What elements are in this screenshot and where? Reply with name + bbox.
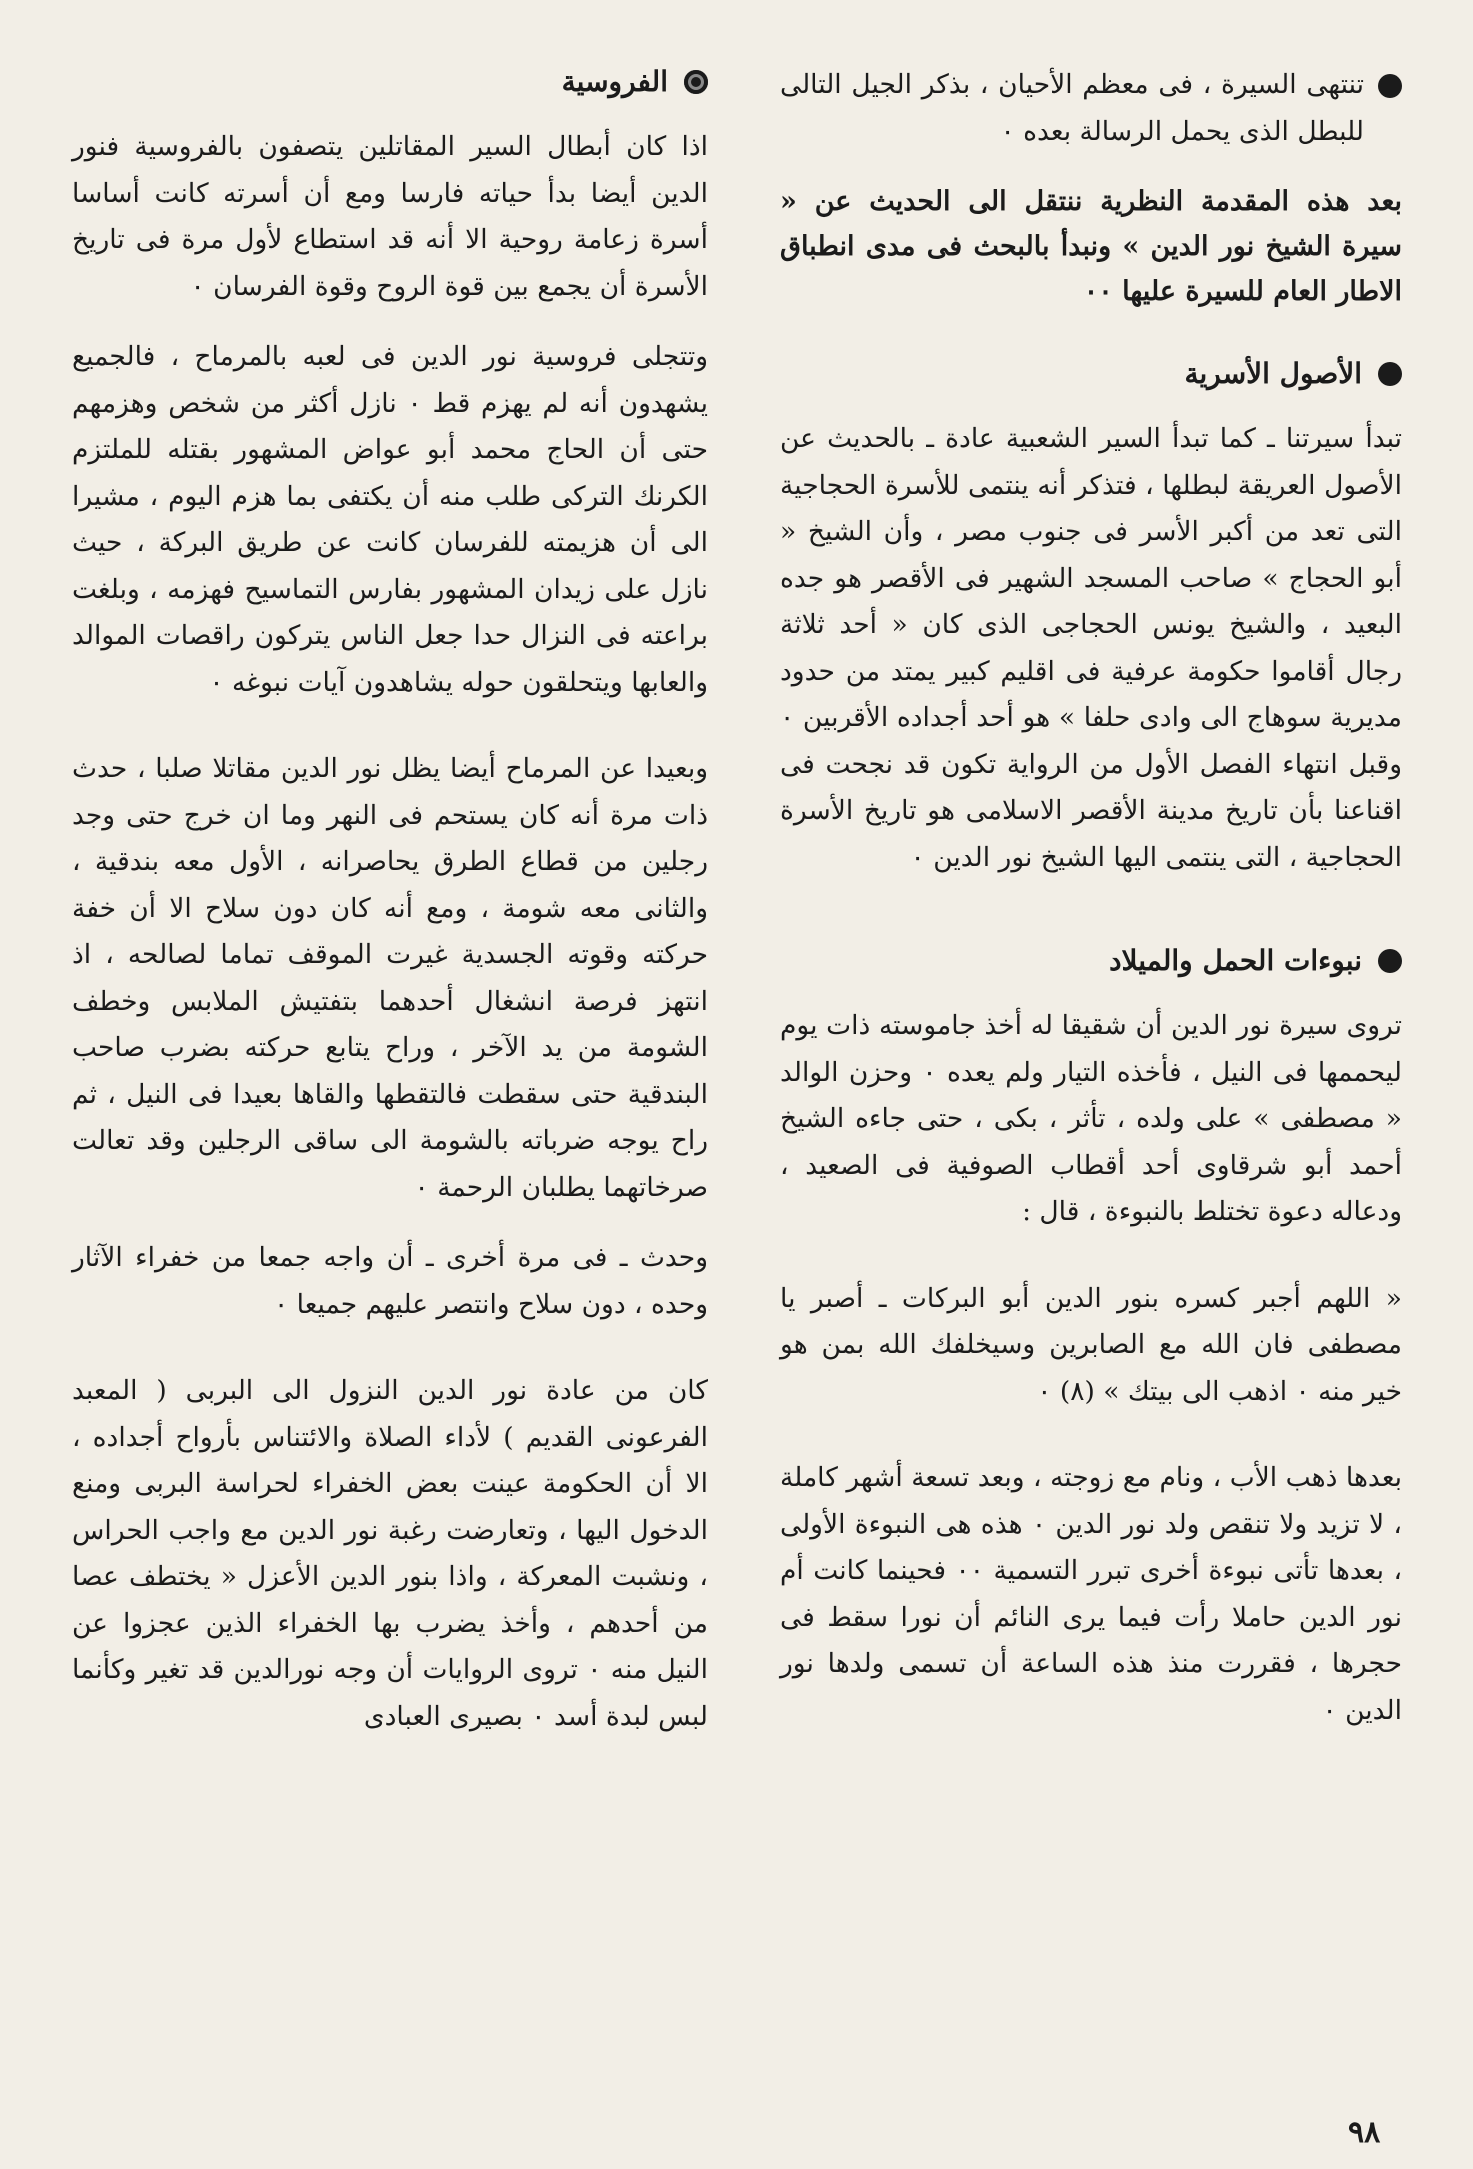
paragraph: وحدث ـ فى مرة أخرى ـ أن واجه جمعا من خفراء الآثار وحده ، دون سلاح وانتصر عليهم جميعا ٠	[72, 1242, 708, 1320]
paragraph: وبعيدا عن المرماح أيضا يظل نور الدين مقاتلا صلبا ، حدث ذات مرة أنه كان يستحم فى النهر وما ان خرج حتى وجد رجلين من قطاع الطرق يحاصرانه ، الأول معه بندقية ، والثانى معه شومة ، ومع أنه كان دون سلاح الا أن خفة حركته وقوته الجسدية غيرت الموقف تماما لصالحه ، اذ انتهز فرصة انشغال أحدهما بتفتيش الملابس وخطف الشومة من يد الآخر ، وراح يتابع حركته بضرب صاحب البندقية حتى سقطت فالتقطها والقاها بعيدا فى النيل ، ثم راح يوجه ضرباته بالشومة الى ساقى الرجلين وقد تعالت صرخاتهما يطلبان الرحمة ٠	[72, 753, 708, 1203]
bullet-icon	[1378, 362, 1402, 386]
opening-fragment-block	[780, 62, 1402, 179]
paragraph: كان من عادة نور الدين النزول الى البربى ( المعبد الفرعونى القديم ) لأداء الصلاة والائتناس بأرواح أجداده ، الا أن الحكومة عينت بعض الخفراء لحراسة البربى ومنع الدخول اليها ، وتعارضت رغبة نور الدين مع واجب الحراس ، ونشبت المعركة ، واذا بنور الدين الأعزل « يختطف عصا من أحدهم ، وأخذ يضرب بها الخفراء الذين عجزوا عن النيل منه ٠ تروى الروايات أن وجه نورالدين قد تغير وكأنما لبس لبدة أسد ٠ بصيرى العبادى	[72, 1375, 708, 1732]
paragraph: بعدها ذهب الأب ، ونام مع زوجته ، وبعد تسعة أشهر كاملة ، لا تزيد ولا تنقص ولد نور الدين ٠ هذه هى النبوءة الأولى ، بعدها تأتى نبوءة أخرى تبرر التسمية ٠٠ فحينما كانت أم نور الدين حاملا رأت فيما يرى النائم أن نورا سقط فى حجرها ، فقررت منذ هذه الساعة أن تسمى ولدها نور الدين ٠	[780, 1462, 1402, 1726]
heading-text: نبوءات الحمل والميلاد	[1109, 944, 1362, 977]
paragraph: تروى سيرة نور الدين أن شقيقا له أخذ جاموسته ذات يوم ليحممها فى النيل ، فأخذه التيار ولم يعده ٠ وحزن الوالد « مصطفى » على ولده ، تأثر ، بكى ، حتى جاءه الشيخ أحمد أبو شرقاوى أحد أقطاب الصوفية فى الصعيد ، ودعاله دعوة تختلط بالنبوءة ، قال :	[780, 1010, 1402, 1227]
section-heading-horsemanship	[72, 62, 708, 102]
opening-fragment: تنتهى السيرة ، فى معظم الأحيان ، بذكر الجيل التالى للبطل الذى يحمل الرسالة بعده ٠	[780, 69, 1364, 147]
paragraph: اذا كان أبطال السير المقاتلين يتصفون بالفروسية فنور الدين أيضا بدأ حياته فارسا ومع أن أسرته كانت أساسا أسرة زعامة روحية الا أنه قد استطاع لأول مرة فى تاريخ الأسرة أن يجمع بين قوة الروح وقوة الفرسان ٠	[72, 131, 708, 302]
quote-paragraph: « اللهم أجبر كسره بنور الدين أبو البركات ـ أصبر يا مصطفى فان الله مع الصابرين وسيخلفك الله بمن هو خير منه ٠ اذهب الى بيتك » (٨) ٠	[780, 1282, 1402, 1407]
bullet-icon	[1378, 949, 1402, 973]
bullet-icon	[684, 70, 708, 94]
paragraph: وتتجلى فروسية نور الدين فى لعبه بالمرماح ، فالجميع يشهدون أنه لم يهزم قط ٠ نازل أكثر من شخص وهزمهم حتى أن الحاج محمد أبو عواض المشهور بقتله للملتزم الكرنك التركى طلب منه أن يكتفى بما هزم اليوم ، مشيرا الى أن هزيمته للفرسان كانت عن طريق البركة ، حيث نازل على زيدان المشهور بفارس التماسيح فهزمه ، وبلغت براعته فى النزال حدا جعل الناس يتركون راقصات الموالد والعابها ويتحلقون حوله يشاهدون آيات نبوغه ٠	[72, 341, 709, 698]
bullet-icon	[1378, 74, 1402, 98]
heading-text: الفروسية	[561, 65, 668, 98]
section-heading-family-origins	[780, 354, 1402, 394]
left-column	[72, 62, 708, 1780]
page-number: ٩٨	[1348, 2115, 1381, 2150]
intro-paragraph: بعد هذه المقدمة النظرية ننتقل الى الحديث عن « سيرة الشيخ نور الدين » ونبدأ بالبحث فى مدى انطباق الاطار العام للسيرة عليها ٠٠	[780, 186, 1402, 307]
heading-text: الأصول الأسرية	[1184, 357, 1362, 390]
right-column	[780, 62, 1402, 1774]
section-heading-prophecies	[780, 941, 1402, 981]
paragraph: تبدأ سيرتنا ـ كما تبدأ السير الشعبية عادة ـ بالحديث عن الأصول العريقة لبطلها ، فتذكر أنه ينتمى للأسرة الحجاجية التى تعد من أكبر الأسر فى جنوب مصر ، وأن الشيخ « أبو الحجاج » صاحب المسجد الشهير فى الأقصر هو جده البعيد ، والشيخ يونس الحجاجى الذى كان « أحد ثلاثة رجال أقاموا حكومة عرفية فى اقليم كبير يمتد من حدود مديرية سوهاج الى وادى حلفا » هو أحد أجداده الأقربين ٠ وقبل انتهاء الفصل الأول من الرواية تكون قد نجحت فى اقناعنا بأن تاريخ مدينة الأقصر الاسلامى هو تاريخ الأسرة الحجاجية ، التى ينتمى اليها الشيخ نور الدين ٠	[780, 423, 1402, 873]
